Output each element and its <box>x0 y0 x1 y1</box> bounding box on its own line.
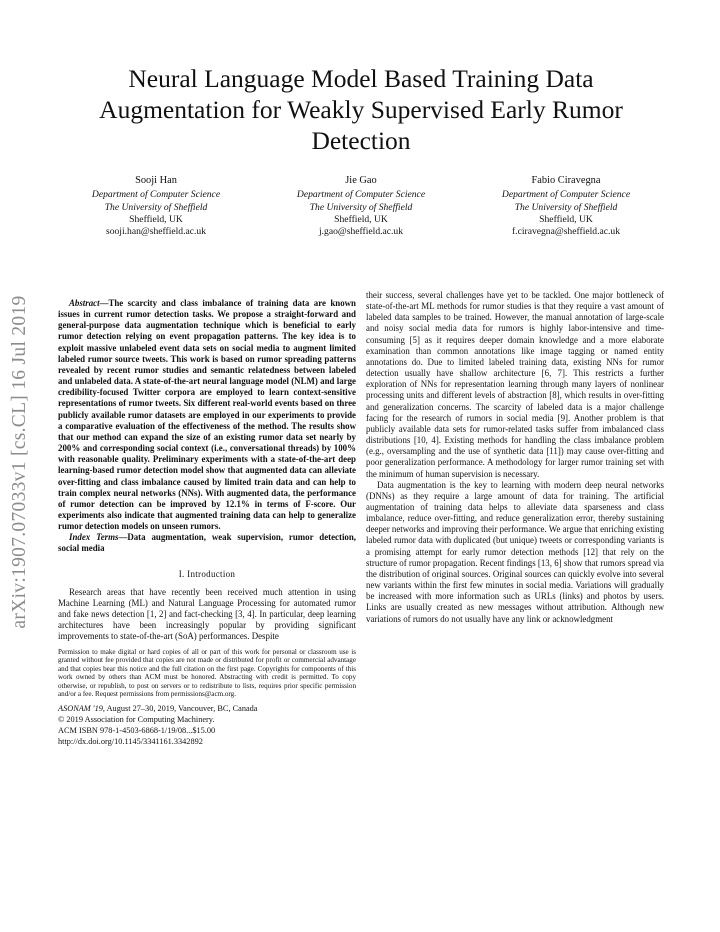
index-terms <box>58 532 356 554</box>
author-institution: The University of Sheffield <box>514 201 618 213</box>
index-terms-lead: Index Terms <box>69 532 119 543</box>
abstract <box>58 298 356 532</box>
arxiv-identifier <box>6 262 34 662</box>
author-1 <box>58 175 254 238</box>
author-department: Department of Computer Science <box>296 189 426 201</box>
author-location: Sheffield, UK <box>539 213 593 225</box>
author-name: Fabio Ciravegna <box>531 175 601 186</box>
author-3 <box>468 175 664 238</box>
author-department: Department of Computer Science <box>501 189 631 201</box>
author-email: f.ciravegna@sheffield.ac.uk <box>511 226 620 238</box>
right-column <box>366 290 664 625</box>
section-heading-introduction: I. Introduction <box>178 568 236 579</box>
author-location: Sheffield, UK <box>129 213 183 225</box>
index-terms-text: —Data augmentation, weak supervision, rumor detection, social media <box>58 532 357 554</box>
abstract-lead: Abstract <box>69 298 100 308</box>
arxiv-identifier-text: arXiv:1907.07033v1 [cs.CL] 16 Jul 2019 <box>9 295 30 629</box>
author-block <box>58 175 664 238</box>
author-department: Department of Computer Science <box>91 189 221 201</box>
author-institution: The University of Sheffield <box>309 201 413 213</box>
permission-notice: Permission to make digital or hard copies of all or part of this work for personal or classroom use is granted without fee provided that copies are not made or distributed for profit or commercial advantage and that copies bear this notice and the full citation on the first page. Copyrights for components of this work owned by others than ACM must be honored. Abstracting with credit is permitted. To copy otherwise, or republish, to post on servers or to redistribute to lists, requires prior specific permission and/or a fee. Request permissions from permissions@acm.org. <box>58 647 356 699</box>
author-name: Jie Gao <box>345 175 377 186</box>
isbn-line: ACM ISBN 978-1-4503-6868-1/19/08...$15.00 <box>58 725 216 735</box>
intro-paragraph-1: Research areas that have recently been received much attention in using Machine Learning (ML) and Natural Language Processing for automated rumor and fake news detection [1, 2] and fact-checking [3, 4]. In particular, deep learning architectures have been increasingly popular by providing significant improvements to state-of-the-art (SoA) performances. Despite <box>58 586 356 642</box>
abstract-text: —The scarcity and class imbalance of training data are known issues in current rumor detection tasks. We propose a straight-forward and general-purpose data augmentation technique which is beneficial to early rumor detection relying on event propagation patterns. The key idea is to exploit massive unlabeled event data sets on social media to augment limited labeled rumor source tweets. This work is based on rumor spreading patterns revealed by recent rumor studies and semantic relatedness between labeled and unlabeled data. A state-of-the-art neural language model (NLM) and large credibility-focused Twitter corpora are employed to learn context-sensitive representations of rumor tweets. Six different real-world events based on three publicly available rumor datasets are employed in our experiments to provide a comparative evaluation of the effectiveness of the method. The results show that our method can expand the size of an existing rumor data set nearly by 200% and corresponding social context (i.e., conversational threads) by 100% with reasonable quality. Preliminary experiments with a state-of-the-art deep learning-based rumor detection model show that augmented data can alleviate over-fitting and class imbalance caused by limited train data and can help to train complex neural networks (NNs). With augmented data, the performance of rumor detection can be improved by 12.1% in terms of F-score. Our experiments also indicate that augmented training data can help to generalize rumor detection models on unseen rumors. <box>58 298 356 532</box>
author-2 <box>263 175 459 238</box>
left-column <box>58 298 356 747</box>
intro-paragraph-2: their success, several challenges have yet to be tackled. One major bottleneck of state-of-the-art ML methods for rumor studies is that they require a vast amount of labeled data samples to be trained. However, the manual annotation of large-scale and noisy social media data for rumors is highly labor-intensive and time-consuming [5] as it requires deeper domain knowledge and a more elaborate examination than common annotations like image tagging or named entity annotations do. Due to limited labeled training data, existing NNs for rumor detection usually have shallow architecture [6, 7]. This restricts a further exploration of NNs for representation learning through many layers of nonlinear processing units and different levels of abstraction [8], which results in over-fitting and generalization concerns. The scarcity of labeled data is a major challenge facing for the research of rumors in social media [9]. Another problem is that publicly available data sets for rumor-related tasks suffer from imbalanced class distributions [10, 4]. Existing methods for handling the class imbalance problem (e.g., oversampling and the use of synthetic data [11]) may cause over-fitting and poor generalization performance. A methodology for larger rumor training set with the minimum of human supervision is necessary. <box>366 290 664 479</box>
author-email: j.gao@sheffield.ac.uk <box>318 226 404 238</box>
intro-paragraph-3: Data augmentation is the key to learning with modern deep neural networks (DNNs) as they require a large amount of data for training. The artificial augmentation of training data helps to alleviate data sparseness and class imbalance, reduce over-fitting, and reduce generalization error, thereby sustaining deeper networks and improving their performance. We argue that enriching existing labeled rumor data with duplicated (but unique) tweets or corresponding variants is a promising attempt for early rumor detection methods [12] that rely on the structure of rumor propagation. Recent findings [13, 6] show that rumors spread via the distribution of original sources. Original sources can quickly evolve into several new variants within the first few minutes in social media. Variations will gradually be increased with more information such as URLs (links) and photos by users. Links are usually created as new messages without attribution. Although new variations of rumors do not usually have any link or acknowledgment <box>366 479 664 624</box>
paper-title: Neural Language Model Based Training Data Augmentation for Weakly Supervised Early Rumor Detection <box>99 64 623 155</box>
author-location: Sheffield, UK <box>334 213 388 225</box>
copyright-line: © 2019 Association for Computing Machinery. <box>58 714 215 724</box>
conference-info <box>58 703 356 748</box>
conference-details: , August 27–30, 2019, Vancouver, BC, Canada <box>102 703 258 713</box>
author-institution: The University of Sheffield <box>104 201 208 213</box>
author-name: Sooji Han <box>135 175 177 186</box>
doi-line: http://dx.doi.org/10.1145/3341161.3342892 <box>58 737 203 747</box>
conference-name: ASONAM '19 <box>58 703 103 713</box>
author-email: sooji.han@sheffield.ac.uk <box>105 226 207 238</box>
